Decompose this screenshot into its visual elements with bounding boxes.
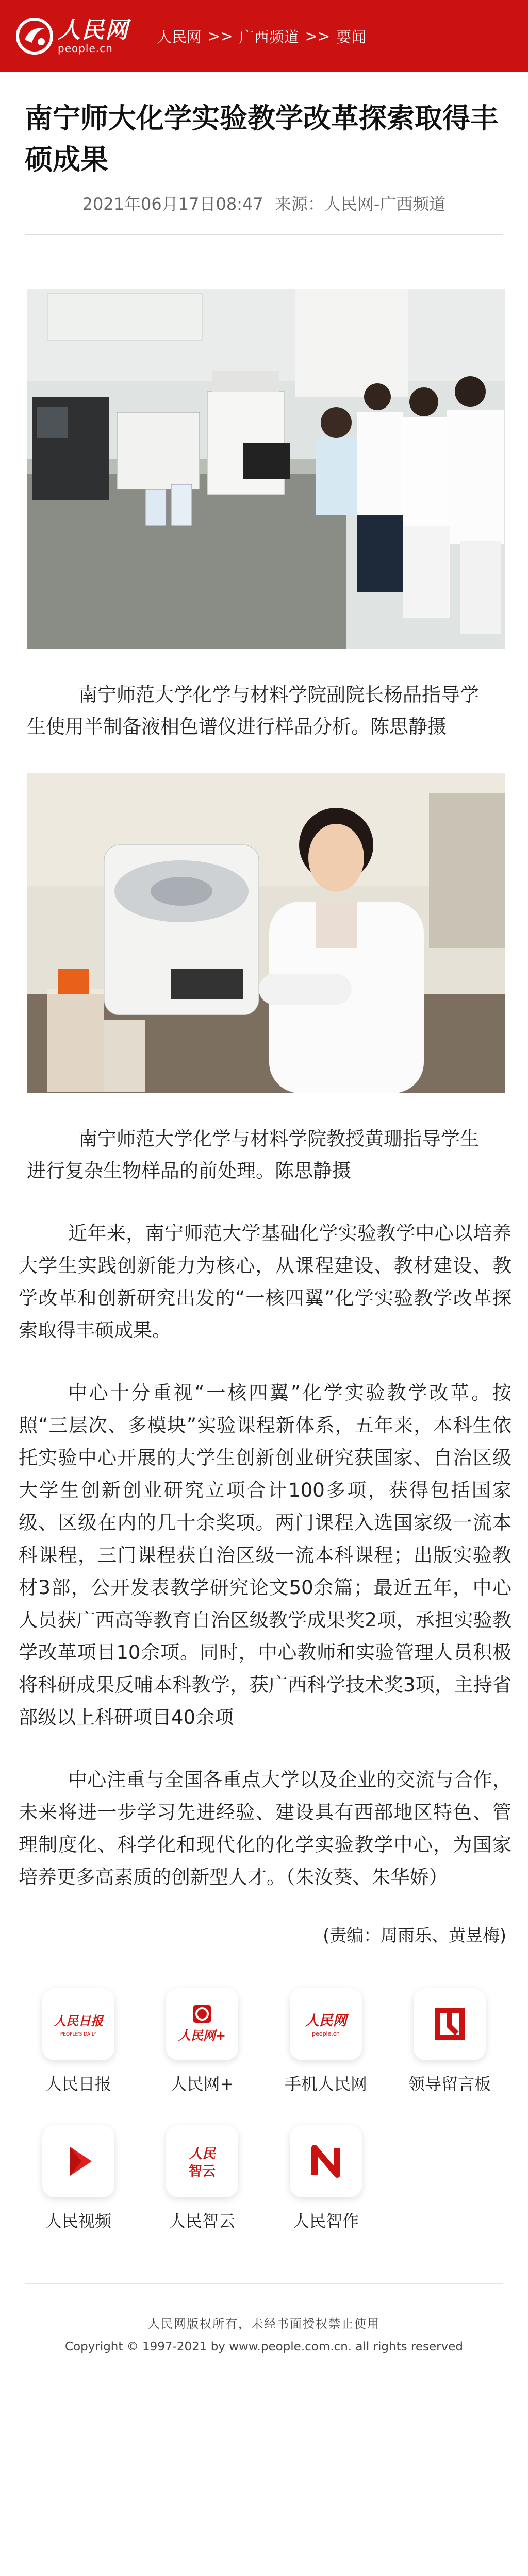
mobile-people-logo-mark: 人民网: [305, 2013, 347, 2029]
breadcrumb-separator: >>: [305, 27, 331, 45]
mobile-people-icon: [290, 1988, 362, 2060]
article-date: 2021年06月17日08:47: [82, 194, 263, 214]
article-photo-centrifuge: [27, 773, 505, 1093]
app-people-video[interactable]: [16, 2125, 140, 2231]
peoples-daily-logo-mark: 人民日报: [54, 2013, 103, 2028]
app-people-plus[interactable]: [140, 1988, 264, 2094]
app-label: 人民网+: [170, 2074, 234, 2094]
article-paragraph-2: 中心十分重视“一核四翼”化学实验教学改革。按照“三层次、多模块”实验课程新体系，五年来，本科生依托实验中心开展的大学生创新创业研究获国家、自治区级大学生创新创业研究立项合计100多项，获得包括国家级、区级在内的几十余奖项。两门课程入选国家级一流本科课程，三门课程获自治区级一流本科课程；出版实验教材3部，公开发表教学研究论文50余篇；最近五年，中心人员获广西高等教育自治区级教学成果奖2项，承担实验教学改革项目10余项。同时，中心教师和实验管理人员积极将科研成果反哺本科教学，获广西科学技术奖3项，主持省部级以上科研项目40余项: [19, 1382, 512, 1728]
people-video-icon: [42, 2125, 114, 2197]
article-source: 来源：人民网-广西频道: [274, 194, 446, 214]
app-leader-message-board[interactable]: [388, 1988, 512, 2094]
breadcrumb-separator: >>: [208, 27, 233, 45]
app-label: 人民视频: [45, 2211, 111, 2231]
article-editor: (责编：周雨乐、黄昱梅): [323, 1925, 506, 1945]
app-label: 手机人民网: [284, 2074, 367, 2094]
article-paragraph-3: 中心注重与全国各重点大学以及企业的交流与合作，未来将进一步学习先进经验、建设具有西部地区特色、管理制度化、科学化和现代化的化学实验教学中心，为国家培养更多高素质的创新型人才。（朱汝葵、朱华娇）: [19, 1769, 512, 1888]
leader-message-board-icon: [414, 1988, 486, 2060]
app-people-cloud[interactable]: [140, 2125, 264, 2231]
breadcrumb-guangxi[interactable]: 广西频道: [239, 28, 299, 46]
app-label: 人民日报: [45, 2074, 111, 2094]
mobile-people-logo-subtitle: people.cn: [312, 2030, 340, 2037]
title-divider: [25, 234, 503, 235]
breadcrumb: [157, 26, 366, 47]
logo-swirl-icon: [14, 16, 55, 56]
app-label: 人民智作: [292, 2211, 359, 2231]
article-photo-lab-instrument: [27, 289, 505, 649]
people-cloud-logo-mark: 人民: [188, 2146, 216, 2162]
breadcrumb-people[interactable]: 人民网: [157, 28, 202, 46]
people-cloud-logo-mark-2: 智云: [188, 2164, 216, 2179]
footer-copyright-en: Copyright © 1997-2021 by www.people.com.cn. all rights reserved: [65, 2340, 463, 2353]
footer-divider: [25, 2283, 503, 2284]
footer: [0, 2316, 528, 2355]
article-paragraph-1: 近年来，南宁师范大学基础化学实验教学中心以培养大学生实践创新能力为核心，从课程建设、教材建设、教学改革和创新研究出发的“一核四翼”化学实验教学改革探索取得丰硕成果。: [19, 1222, 512, 1342]
breadcrumb-news[interactable]: 要闻: [336, 28, 367, 46]
photo-caption-1: 南宁师范大学化学与材料学院副院长杨晶指导学生使用半制备液相色谱仪进行样品分析。陈思静摄: [27, 684, 479, 738]
logo-chinese-text: 人民网: [58, 17, 129, 43]
people-cloud-icon: [166, 2125, 238, 2197]
app-label: 人民智云: [169, 2211, 235, 2231]
peoples-daily-icon: [42, 1988, 114, 2060]
people-logo[interactable]: [14, 16, 138, 56]
app-label: 领导留言板: [408, 2074, 491, 2094]
people-plus-logo-mark: 人民网+: [178, 2028, 226, 2043]
people-create-icon: [290, 2125, 362, 2197]
app-people-create[interactable]: [264, 2125, 388, 2231]
peoples-daily-logo-subtitle: PEOPLE'S DAILY: [60, 2032, 97, 2037]
photo-caption-2: 南宁师范大学化学与材料学院教授黄珊指导学生进行复杂生物样品的前处理。陈思静摄: [27, 1128, 479, 1182]
people-plus-icon: [166, 1988, 238, 2060]
app-mobile-people[interactable]: [264, 1988, 388, 2094]
app-grid: [0, 1988, 528, 2231]
app-peoples-daily[interactable]: [16, 1988, 140, 2094]
footer-copyright-cn: 人民网版权所有，未经书面授权禁止使用: [148, 2317, 380, 2331]
article-meta: [0, 194, 528, 214]
article-title: 南宁师大化学实验教学改革探索取得丰硕成果: [25, 102, 498, 176]
logo-english-text: people.cn: [58, 42, 113, 55]
top-bar: [0, 0, 528, 72]
